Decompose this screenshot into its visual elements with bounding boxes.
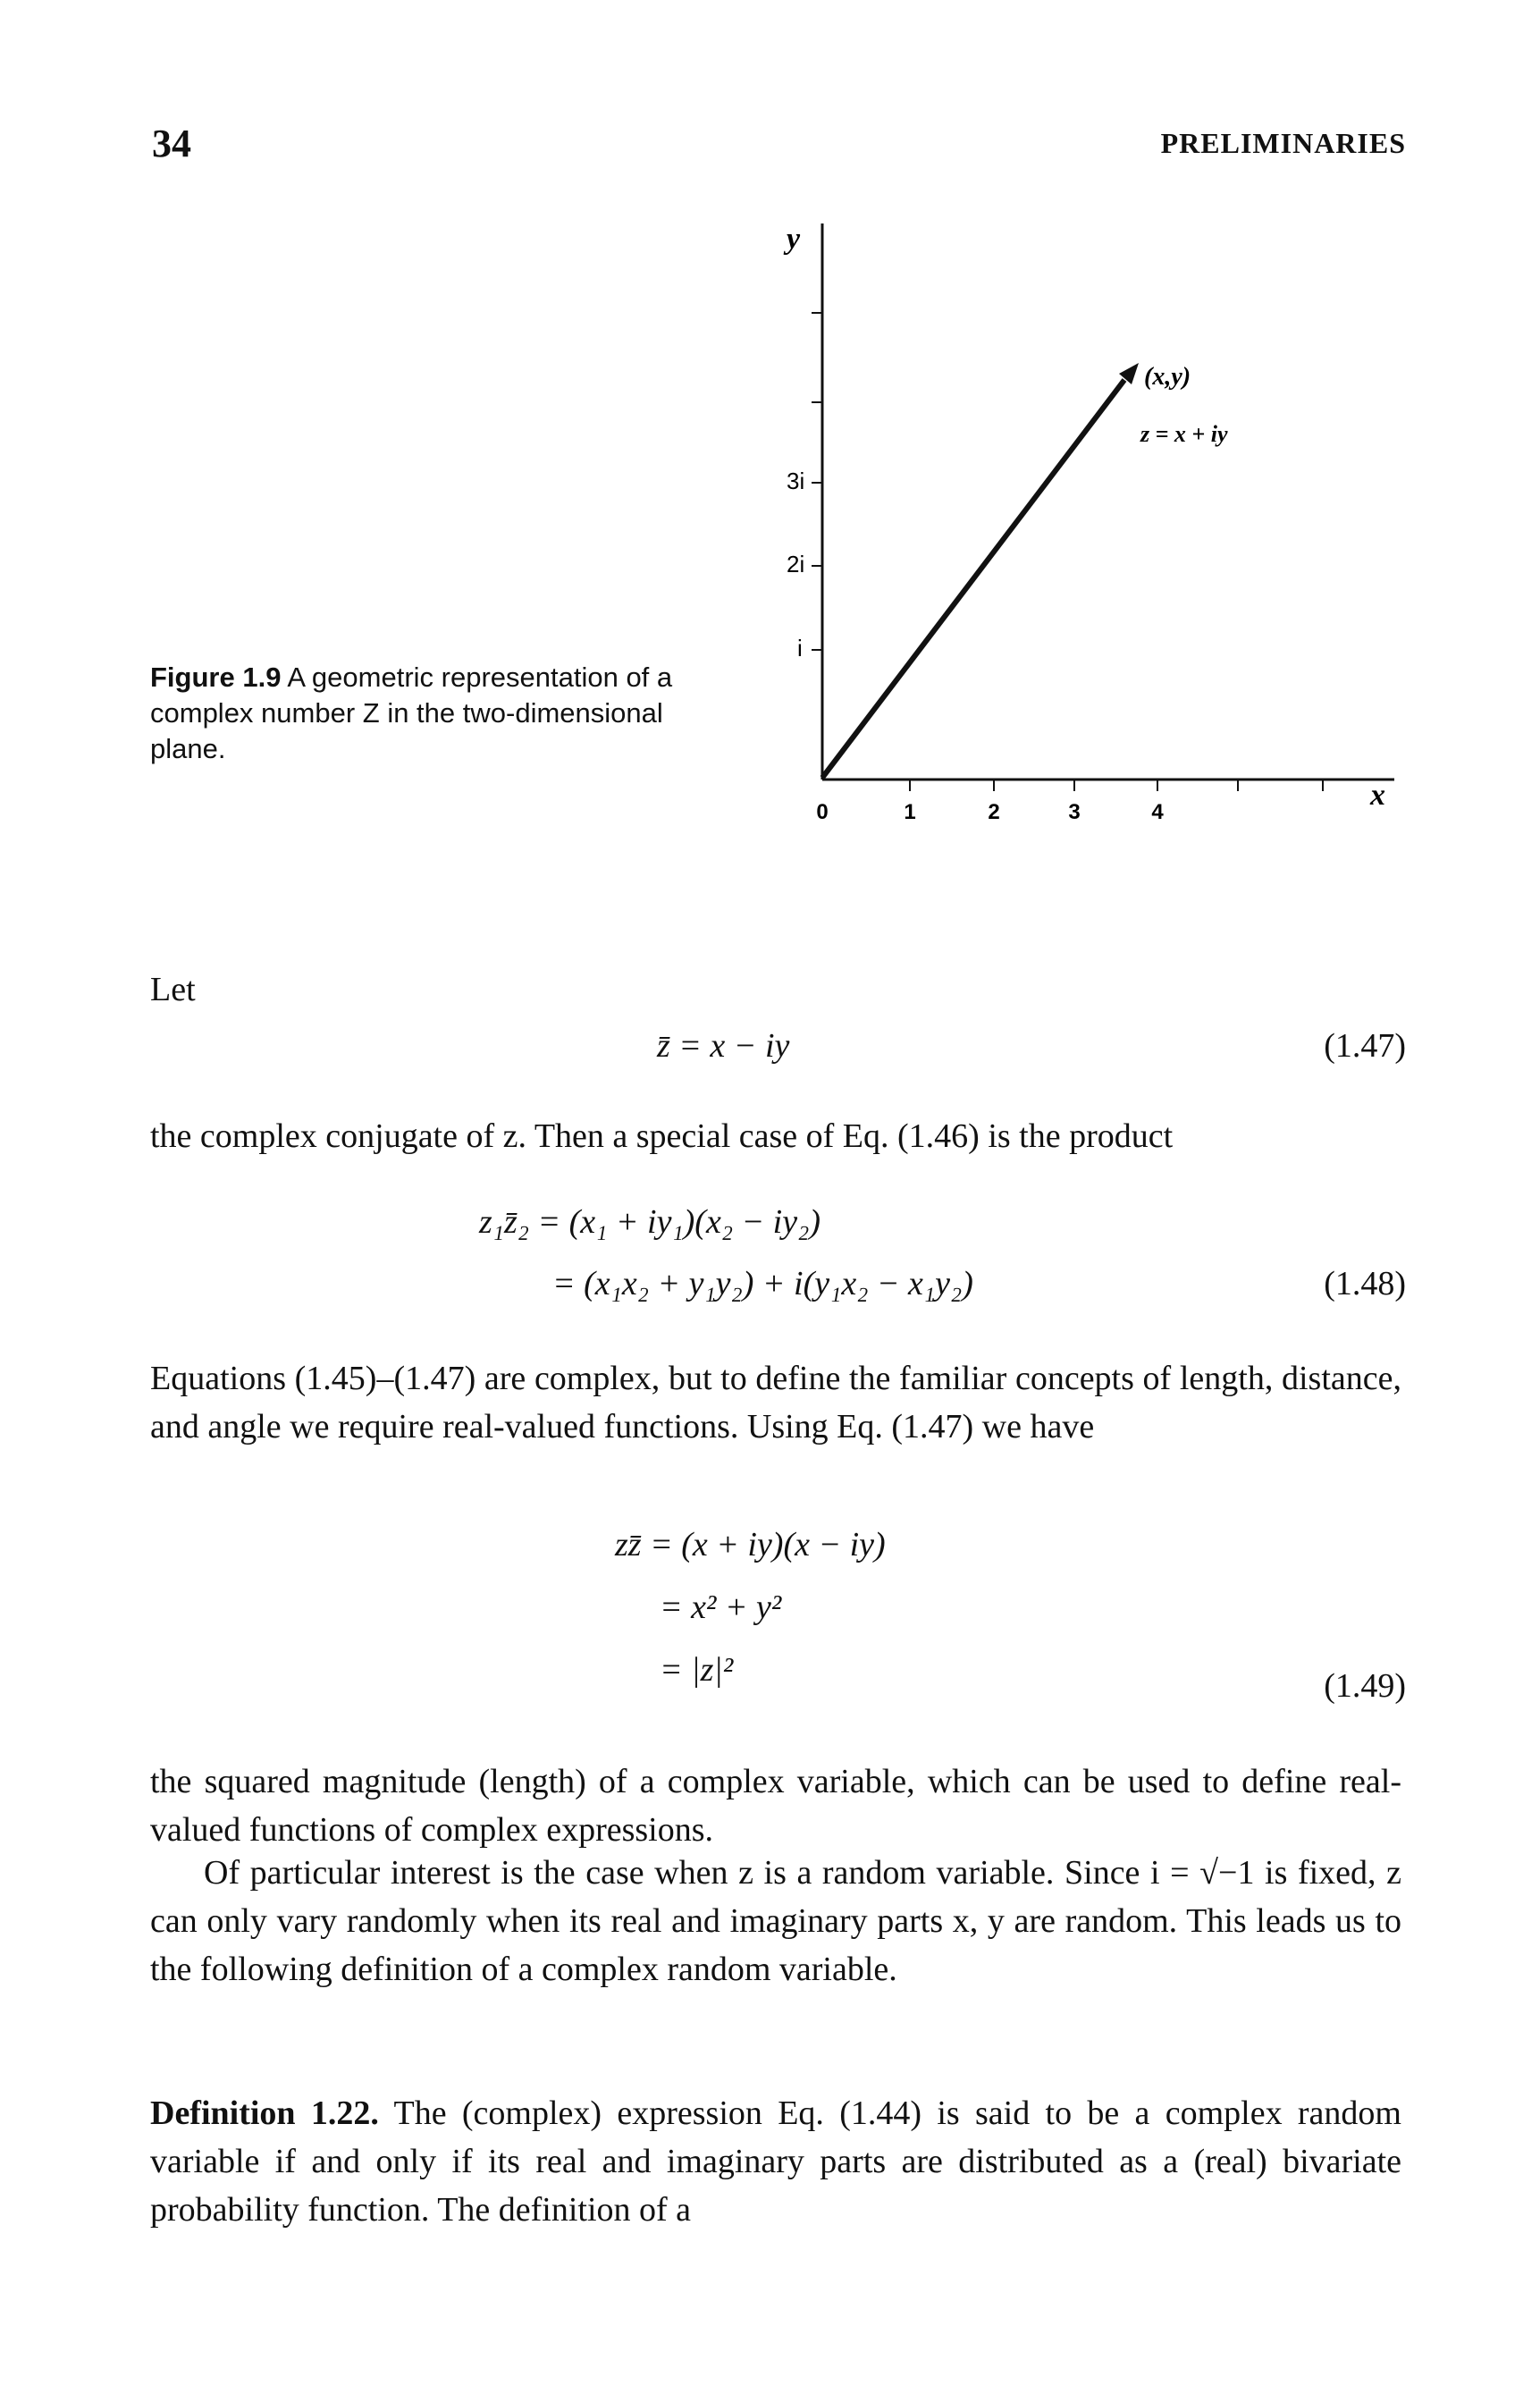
page-number: 34 <box>152 122 191 165</box>
equation-1-49-line-3: = |z|² <box>660 1651 734 1689</box>
point-label: (x,y) <box>1144 363 1191 391</box>
x-tick-label-3: 3 <box>1068 800 1081 824</box>
figure-caption-label: Figure 1.9 <box>150 662 282 693</box>
definition-text: The (complex) expression Eq. (1.44) is said to be a complex random variable if and only if its real and imaginary parts are distributed as a (real) bivariate probability function. The definition of a <box>150 2094 1401 2229</box>
equation-number-1-48: (1.48) <box>1324 1265 1406 1302</box>
let-text: Let <box>150 971 196 1008</box>
x-tick-label-4: 4 <box>1151 800 1164 824</box>
paragraph-3: the squared magnitude (length) of a complex variable, which can be used to define real-valued functions of complex expressions. <box>150 1763 1401 1849</box>
equation-1-49-line-2: = x² + y² <box>660 1589 782 1626</box>
definition-label: Definition 1.22. <box>150 2094 379 2132</box>
vector-line <box>822 380 1124 778</box>
definition-1-22 <box>150 2089 1401 2234</box>
figure-caption-text: A geometric representation of a complex number Z in the two-dimensional plane. <box>150 662 673 764</box>
equation-number-1-47: (1.47) <box>1324 1027 1406 1065</box>
x-tick-label-1: 1 <box>904 800 916 824</box>
y-axis-label: y <box>787 223 801 256</box>
equation-number-1-49: (1.49) <box>1324 1667 1406 1705</box>
paragraph-2: Equations (1.45)–(1.47) are complex, but to define the familiar concepts of length, distance, and angle we require real-valued functions. Using Eq. (1.47) we have <box>150 1360 1401 1445</box>
y-tick-label-i: i <box>797 635 803 662</box>
y-tick-label-3i: 3i <box>787 468 805 494</box>
paragraph-1: the complex conjugate of z. Then a special case of Eq. (1.46) is the product <box>150 1117 1174 1155</box>
figure-caption <box>150 660 740 767</box>
point-equation: z = x + iy <box>1140 421 1228 447</box>
equation-1-47: z̄ = x − iy <box>657 1027 790 1065</box>
y-tick-label-2i: 2i <box>787 551 805 577</box>
equation-1-49-line-1: zz̄ = (x + iy)(x − iy) <box>615 1526 886 1563</box>
paragraph-4: Of particular interest is the case when z is a random variable. Since i = √−1 is fixed, z can only vary randomly when its real and imaginary parts x, y are random. This leads us to the following definition of a complex random variable. <box>150 1854 1401 1988</box>
x-axis-label: x <box>1370 779 1385 812</box>
running-title: PRELIMINARIES <box>1160 127 1406 159</box>
complex-plane-figure <box>751 215 1412 824</box>
x-tick-label-2: 2 <box>988 800 1000 824</box>
x-tick-label-0: 0 <box>816 800 829 824</box>
equation-1-48-line-1: z₁z̄₂ = (x₁ + iy₁)(x₂ − iy₂) <box>479 1203 820 1241</box>
equation-1-48-line-2: = (x₁x₂ + y₁y₂) + i(y₁x₂ − x₁y₂) <box>552 1265 973 1302</box>
